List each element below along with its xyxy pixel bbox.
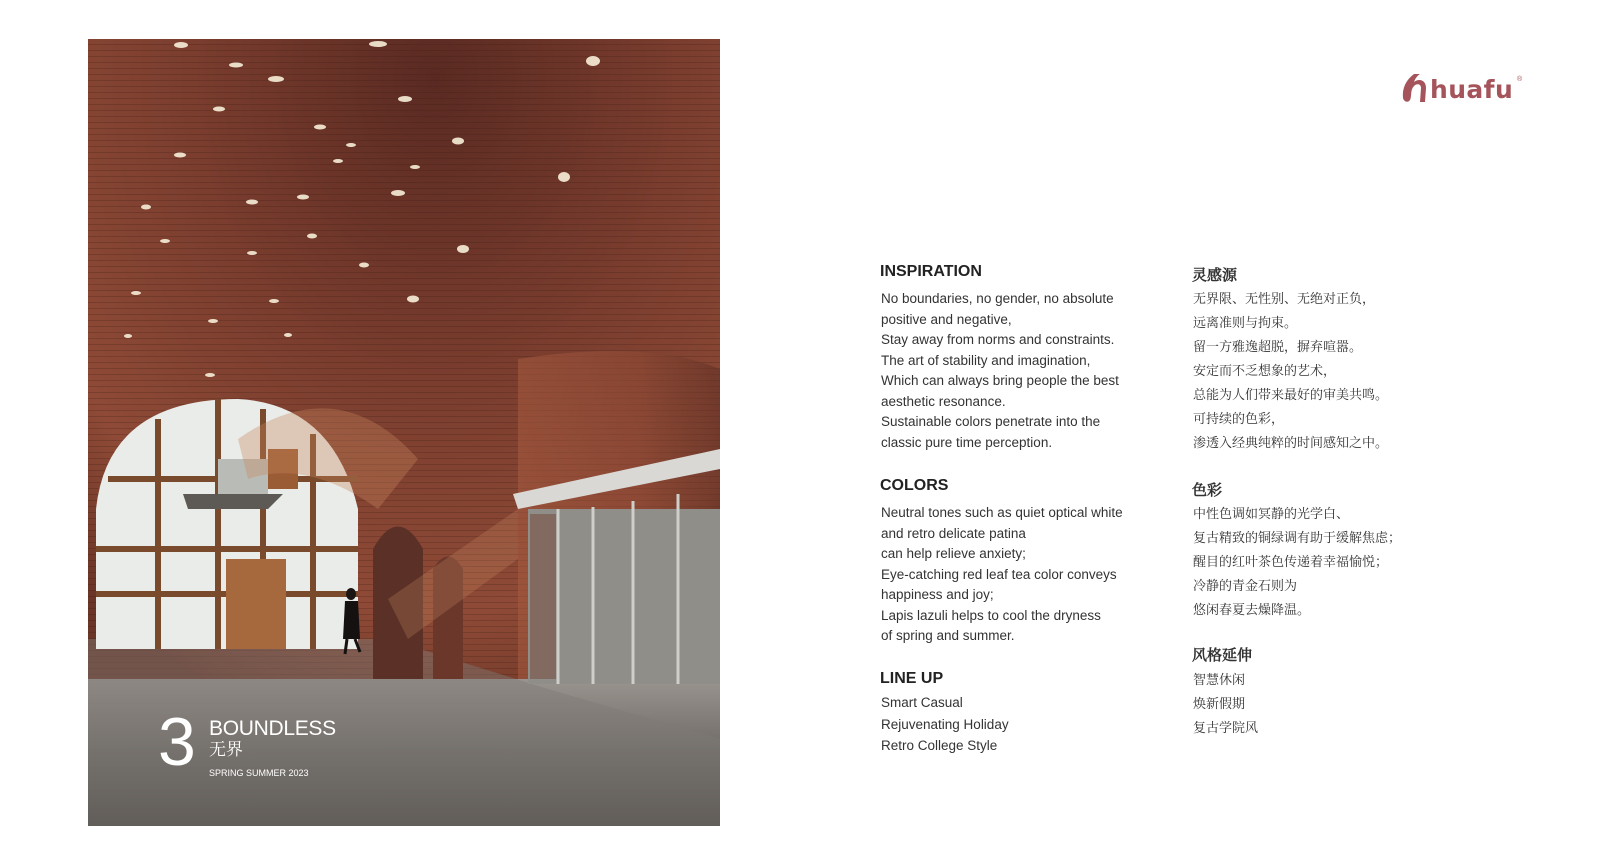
- text-line: 醒目的红叶茶色传递着幸福愉悦；: [1193, 555, 1389, 570]
- list-item: 复古学院风: [1193, 721, 1259, 736]
- colors-section-en: [880, 476, 1170, 647]
- inspiration-text-cn: [1192, 288, 1452, 456]
- text-line: can help relieve anxiety;: [881, 546, 1026, 561]
- cover-title: BOUNDLESS: [209, 717, 336, 740]
- list-item: 智慧休闲: [1193, 673, 1246, 688]
- text-line: Which can always bring people the best: [881, 373, 1119, 388]
- text-line: and retro delicate patina: [881, 525, 1026, 541]
- colors-text-en: [880, 503, 1170, 647]
- text-line: The art of stability and imagination,: [881, 352, 1091, 368]
- registered-mark: ®: [1517, 76, 1523, 83]
- style-section-cn: [1192, 645, 1452, 741]
- style-heading-cn: 风格延伸: [1192, 646, 1253, 664]
- colors-heading-cn: 色彩: [1192, 481, 1223, 499]
- text-line: happiness and joy;: [881, 587, 994, 602]
- lineup-heading-en: LINE UP: [880, 670, 944, 687]
- inspiration-section-en: [880, 262, 1170, 453]
- text-line: 渗透入经典纯粹的时间感知之中。: [1193, 436, 1389, 451]
- list-item: Retro College Style: [881, 738, 998, 753]
- list-item: Smart Casual: [881, 695, 963, 710]
- brand-name: huafu: [1430, 75, 1514, 104]
- text-line: 总能为人们带来最好的审美共鸣。: [1193, 388, 1389, 403]
- text-line: 中性色调如冥静的光学白、: [1193, 507, 1350, 522]
- list-item: Rejuvenating Holiday: [881, 716, 1009, 732]
- text-line: 无界限、无性别、无绝对正负，: [1193, 292, 1376, 307]
- text-line: classic pure time perception.: [881, 434, 1053, 450]
- list-item: 焕新假期: [1193, 697, 1246, 712]
- colors-text-cn: [1192, 503, 1452, 623]
- inspiration-heading-en: INSPIRATION: [880, 263, 982, 280]
- text-line: No boundaries, no gender, no absolute: [881, 291, 1114, 306]
- colors-heading-en: COLORS: [880, 477, 949, 494]
- cover-photo: [88, 39, 720, 826]
- text-line: of spring and summer.: [881, 628, 1015, 643]
- inspiration-section-cn: [1192, 265, 1452, 456]
- text-line: Sustainable colors penetrate into the: [881, 414, 1101, 429]
- huafu-logo-mark-icon: [1400, 72, 1428, 104]
- text-line: Stay away from norms and constraints.: [881, 332, 1115, 347]
- lineup-section-en: [880, 669, 1170, 757]
- text-line: 悠闲春夏去燥降温。: [1193, 603, 1311, 618]
- text-line: 复古精致的铜绿调有助于缓解焦虑；: [1193, 531, 1402, 546]
- text-line: 安定而不乏想象的艺术，: [1193, 364, 1337, 379]
- text-line: Lapis lazuli helps to cool the dryness: [881, 607, 1101, 623]
- text-line: aesthetic resonance.: [881, 393, 1006, 409]
- brand-logo: [1400, 70, 1540, 110]
- text-line: positive and negative,: [881, 311, 1012, 327]
- lineup-list-en: [880, 692, 1170, 757]
- text-line: 远离准则与拘束。: [1193, 316, 1298, 331]
- text-line: 留一方雅逸超脱，摒弃喧嚣。: [1193, 340, 1363, 355]
- text-line: 冷静的青金石则为: [1193, 579, 1298, 594]
- inspiration-text-en: [880, 289, 1170, 453]
- text-line: 可持续的色彩，: [1193, 412, 1285, 427]
- cover-title-cn: 无界: [209, 740, 243, 760]
- style-list-cn: [1192, 669, 1452, 741]
- text-line: Eye-catching red leaf tea color conveys: [881, 566, 1117, 582]
- colors-section-cn: [1192, 480, 1452, 623]
- inspiration-heading-cn: 灵感源: [1192, 266, 1238, 284]
- cover-number: 3: [158, 704, 196, 780]
- cover-season: SPRING SUMMER 2023: [209, 768, 309, 778]
- text-line: Neutral tones such as quiet optical white: [881, 505, 1123, 520]
